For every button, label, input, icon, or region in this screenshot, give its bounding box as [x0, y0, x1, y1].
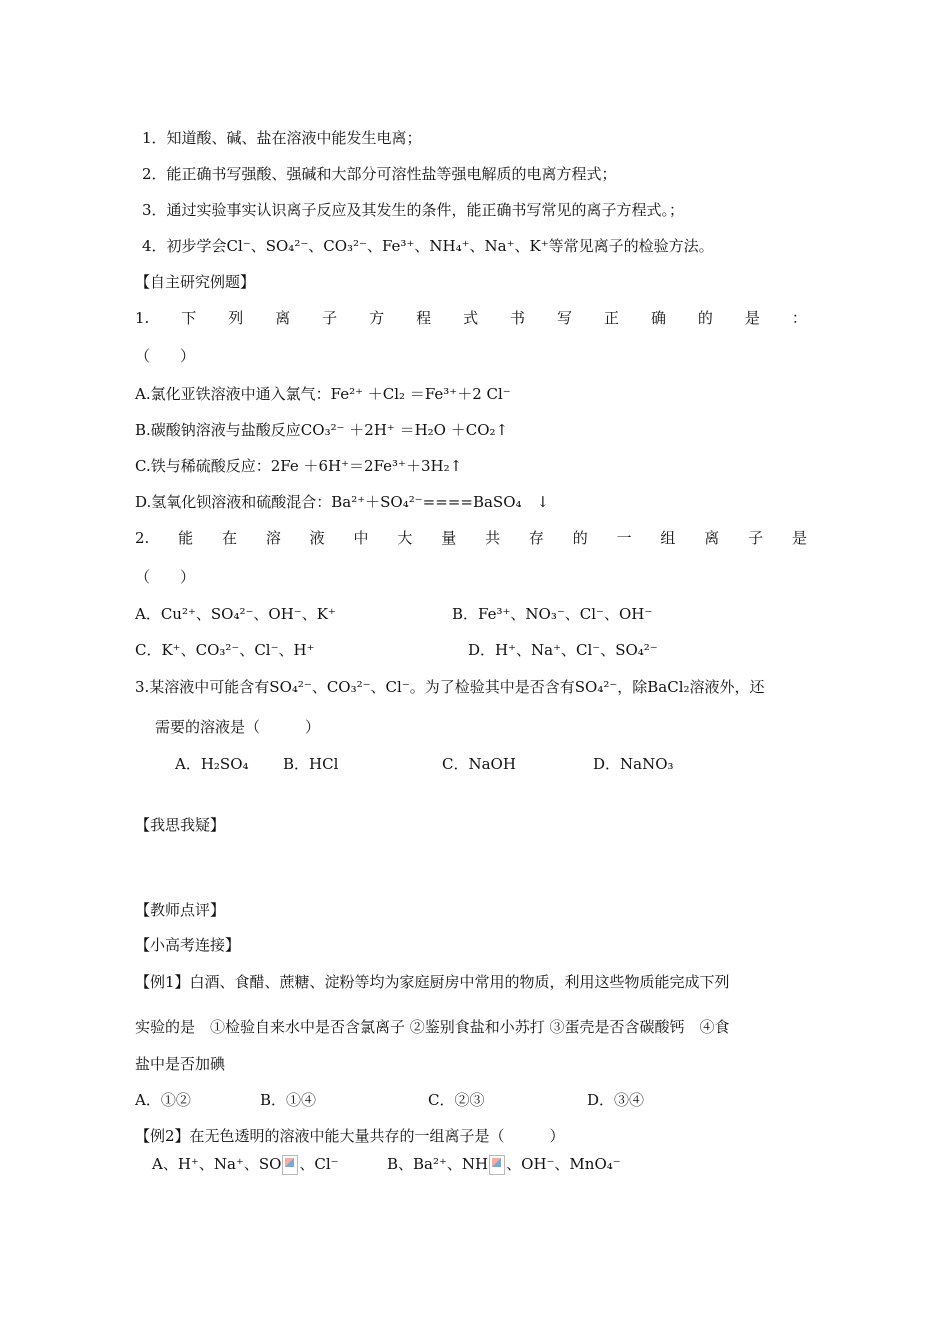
q2-stem-char: 子	[748, 529, 764, 547]
ex2-option-b-text-end: 、OH⁻、MnO₄⁻	[506, 1155, 621, 1173]
ex2-option-a	[152, 1154, 339, 1175]
q1-stem-char: 程	[416, 309, 432, 327]
q3-option-a: A．H₂SO₄	[175, 755, 249, 773]
section-heading-reflect: 【我思我疑】	[135, 816, 226, 834]
q2-stem-char: 在	[221, 529, 237, 547]
q2-stem-char: 组	[660, 529, 676, 547]
ex1-stem-line3: 盐中是否加碘	[135, 1055, 226, 1073]
q1-stem-char: 是	[744, 309, 760, 327]
q2-stem-char: 存	[528, 529, 544, 547]
objective-2: 2．能正确书写强酸、强碱和大部分可溶性盐等强电解质的电离方程式；	[142, 165, 617, 183]
q2-stem-char: 大	[397, 529, 413, 547]
q1-option-b: B.碳酸钠溶液与盐酸反应CO₃²⁻ ＋2H⁺ ＝H₂O ＋CO₂↑	[135, 421, 509, 439]
ex1-option-d: D．③④	[587, 1091, 645, 1109]
q2-stem	[135, 528, 807, 548]
q2-stem-char: 量	[441, 529, 457, 547]
q2-stem-char: 是	[791, 529, 807, 547]
ex1-option-c: C．②③	[428, 1091, 485, 1109]
broken-image-icon	[489, 1155, 505, 1175]
q2-option-c: C．K⁺、CO₃²⁻、Cl⁻、H⁺	[135, 641, 315, 659]
q3-option-c: C．NaOH	[442, 755, 516, 773]
q2-answer-bracket: （ ）	[135, 568, 196, 586]
q1-stem-char: 1.	[135, 309, 150, 327]
ex2-option-a-text: A、H⁺、Na⁺、SO	[152, 1155, 282, 1173]
q2-stem-char: 中	[353, 529, 369, 547]
objective-3: 3．通过实验事实认识离子反应及其发生的条件，能正确书写常见的离子方程式。；	[142, 201, 685, 219]
q2-stem-char: 离	[704, 529, 720, 547]
q1-option-c: C.铁与稀硫酸反应：2Fe ＋6H⁺＝2Fe³⁺＋3H₂↑	[135, 457, 463, 475]
q2-option-b: B．Fe³⁺、NO₃⁻、Cl⁻、OH⁻	[452, 605, 653, 623]
q1-option-d: D.氢氧化钡溶液和硫酸混合：Ba²⁺＋SO₄²⁻====BaSO₄ ↓	[135, 493, 550, 511]
q1-stem	[135, 308, 807, 328]
ex1-option-a: A．①②	[135, 1091, 191, 1109]
q2-option-a: A．Cu²⁺、SO₄²⁻、OH⁻、K⁺	[135, 605, 336, 623]
q3-stem-line1: 3.某溶液中可能含有SO₄²⁻、CO₃²⁻、Cl⁻。为了检验其中是否含有SO₄²⁻，除BaCl₂溶液外，还	[135, 678, 765, 696]
objective-4: 4．初步学会Cl⁻、SO₄²⁻、CO₃²⁻、Fe³⁺、NH₄⁺、Na⁺、K⁺等常见离子的检验方法。	[142, 237, 714, 255]
q1-answer-bracket: （ ）	[135, 347, 196, 365]
q1-stem-char: ：	[791, 309, 807, 327]
q1-stem-char: 的	[697, 309, 713, 327]
q2-stem-char: 共	[485, 529, 501, 547]
broken-image-icon	[282, 1155, 298, 1175]
q1-stem-char: 确	[650, 309, 666, 327]
objective-1: 1．知道酸、碱、盐在溶液中能发生电离；	[142, 129, 422, 147]
q2-stem-char: 能	[178, 529, 194, 547]
ex2-option-b-text: B、Ba²⁺、NH	[387, 1155, 489, 1173]
ex2-option-a-text-end: 、Cl⁻	[299, 1155, 339, 1173]
q1-stem-char: 写	[557, 309, 573, 327]
q2-option-d: D．H⁺、Na⁺、Cl⁻、SO₄²⁻	[468, 641, 658, 659]
q2-stem-char: 的	[572, 529, 588, 547]
q3-stem-line2: 需要的溶液是（ ）	[155, 718, 321, 736]
ex1-stem-line1: 【例1】白酒、食醋、蔗糖、淀粉等均为家庭厨房中常用的物质，利用这些物质能完成下列	[135, 973, 730, 991]
q2-stem-char: 2.	[135, 529, 150, 547]
section-heading-exam: 【小高考连接】	[135, 936, 241, 954]
q3-option-d: D．NaNO₃	[593, 755, 674, 773]
ex2-stem: 【例2】在无色透明的溶液中能大量共存的一组离子是（ ）	[135, 1127, 565, 1145]
q1-stem-char: 子	[322, 309, 338, 327]
ex1-stem-line2: 实验的是 ①检验自来水中是否含氯离子 ②鉴别食盐和小苏打 ③蛋壳是否含碳酸钙 ④食	[135, 1018, 730, 1036]
q1-stem-char: 离	[275, 309, 291, 327]
q1-stem-char: 正	[603, 309, 619, 327]
q1-stem-char: 方	[369, 309, 385, 327]
q1-stem-char: 书	[510, 309, 526, 327]
q1-stem-char: 下	[181, 309, 197, 327]
section-heading-teacher: 【教师点评】	[135, 901, 226, 919]
q1-stem-char: 列	[228, 309, 244, 327]
q2-stem-char: 一	[616, 529, 632, 547]
q2-stem-char: 液	[309, 529, 325, 547]
q3-option-b: B．HCl	[283, 755, 339, 773]
q1-option-a: A.氯化亚铁溶液中通入氯气：Fe²⁺ ＋Cl₂ ＝Fe³⁺＋2 Cl⁻	[135, 385, 511, 403]
q2-stem-char: 溶	[265, 529, 281, 547]
ex1-option-b: B．①④	[260, 1091, 317, 1109]
section-heading-self-study: 【自主研究例题】	[135, 273, 256, 291]
q1-stem-char: 式	[463, 309, 479, 327]
ex2-option-b	[387, 1154, 621, 1175]
